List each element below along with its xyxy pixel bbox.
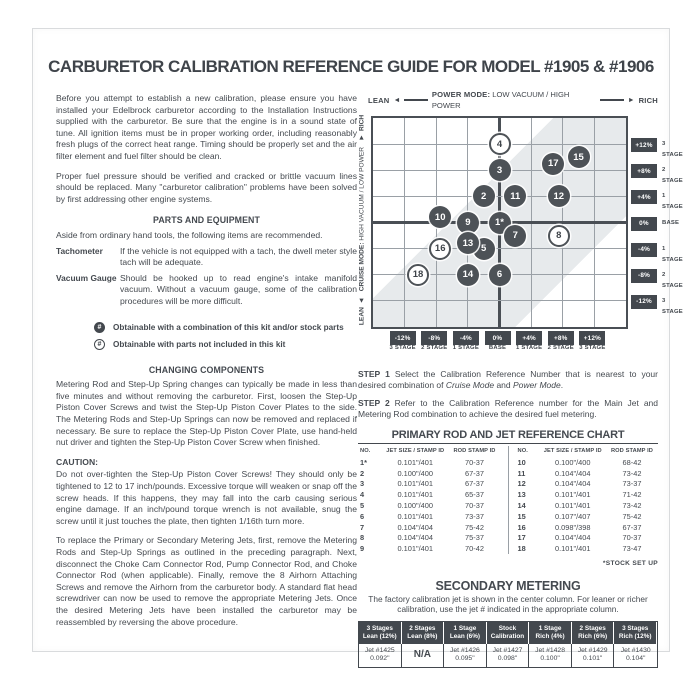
calibration-point: 16 xyxy=(429,238,451,260)
vacuum-gauge-term: Vacuum Gauge xyxy=(56,272,117,283)
table-cell: 67-37 xyxy=(622,522,642,532)
secondary-column-header xyxy=(614,622,657,644)
scale-badge: -12% xyxy=(631,295,657,309)
table-cell: 12 xyxy=(517,479,526,489)
table-cell: 70-37 xyxy=(465,457,484,467)
table-row xyxy=(358,500,501,511)
table-cell: 67-37 xyxy=(465,468,484,478)
stage-label: 1 STAGE xyxy=(662,193,683,211)
table-cell: 6 xyxy=(360,511,365,521)
secondary-column-header xyxy=(402,622,445,644)
calibration-point: 5 xyxy=(473,238,495,260)
table-cell: 0.101"/401 xyxy=(554,490,591,500)
secondary-column-header xyxy=(529,622,572,644)
table-row xyxy=(516,489,659,500)
secondary-value-cell xyxy=(444,644,487,667)
header-line: 3 Stages xyxy=(622,624,649,632)
jet-size: 0.092" xyxy=(370,655,390,663)
calibration-point: 11 xyxy=(504,185,526,207)
header-line: Lean (12%) xyxy=(362,632,397,640)
grid-line-horizontal xyxy=(373,248,626,249)
table-cell: 73-37 xyxy=(465,511,484,521)
parts-intro: Aside from ordinary hand tools, the following items are recommended. xyxy=(56,229,323,240)
table-cell: 0.100"/400 xyxy=(397,468,433,478)
header-line: 2 Stages xyxy=(579,624,606,632)
calibration-grid xyxy=(371,116,628,329)
table-cell: 67-37 xyxy=(465,479,484,489)
header-line: Lean (8%) xyxy=(407,632,438,640)
header-line: Lean (6%) xyxy=(449,632,481,640)
table-cell: 16 xyxy=(517,522,526,532)
scale-badge: +12% xyxy=(579,331,605,345)
table-cell: 4 xyxy=(360,490,365,500)
legend-item-kit-parts xyxy=(94,322,357,334)
secondary-value-cell xyxy=(487,644,530,667)
header-line: 3 Stages xyxy=(366,624,393,632)
table-cell: 73-37 xyxy=(622,479,642,489)
table-cell: 68-42 xyxy=(622,457,642,467)
table-cell: 0.101"/401 xyxy=(397,544,433,554)
table-cell: 10 xyxy=(517,457,526,467)
header-line: Stock xyxy=(498,624,517,632)
axis-rich-label: RICH xyxy=(638,95,658,105)
stage-label: 1 STAGE xyxy=(452,345,479,351)
scale-badge: -4% xyxy=(453,331,479,345)
scale-badge: -8% xyxy=(631,269,657,283)
stage-label: 3 STAGE xyxy=(389,345,416,351)
table-cell: 0.101"/401 xyxy=(397,457,433,467)
stage-label: 1 STAGE xyxy=(662,245,683,263)
table-cell: 75-42 xyxy=(465,522,484,532)
vacuum-gauge-desc: Should be hooked up to read engine's intake manifold vacuum. Without a vacuum gauge, some of the calibration procedures will be more difficult. xyxy=(120,272,357,306)
table-cell: 0.104"/404 xyxy=(554,468,591,478)
table-row xyxy=(516,511,659,522)
secondary-value-cell xyxy=(529,644,572,667)
cruise-mode-axis xyxy=(357,116,368,325)
table-cell: 14 xyxy=(517,500,526,510)
calibration-point: 10 xyxy=(429,206,451,228)
column-header: NO. xyxy=(360,448,371,454)
table-cell: 73-42 xyxy=(622,468,642,478)
left-column xyxy=(56,93,357,636)
calibration-point: 18 xyxy=(407,264,429,286)
axis-title: POWER MODE: LOW VACUUM / HIGH POWER xyxy=(431,90,570,110)
tachometer-desc: If the vehicle is not equipped with a tach, the dwell meter style tach will be adequate. xyxy=(120,245,357,268)
table-row xyxy=(516,478,659,489)
jet-size: 0.101" xyxy=(582,655,603,663)
table-cell: 70-37 xyxy=(622,533,642,543)
secondary-column-header xyxy=(572,622,615,644)
column-header: NO. xyxy=(517,448,528,454)
calibration-point: 14 xyxy=(457,264,479,286)
column-header: ROD STAMP ID xyxy=(453,448,496,454)
header-line: 2 Stages xyxy=(409,624,436,632)
arrow-left-icon: ◄ xyxy=(358,297,366,305)
jet-number: Jet #1428 xyxy=(535,646,565,654)
tachometer-item xyxy=(56,246,357,269)
calibration-chart xyxy=(358,114,683,362)
table-cell: 18 xyxy=(517,544,526,554)
scale-badge: -4% xyxy=(631,243,657,257)
scale-badge: 0% xyxy=(485,331,511,345)
calibration-point: 8 xyxy=(548,225,570,247)
table-cell: 13 xyxy=(517,490,526,500)
axis-lean-label: LEAN xyxy=(358,307,366,326)
secondary-column-header xyxy=(487,622,530,644)
table-cell: 75-42 xyxy=(622,511,642,521)
table-cell: 0.101"/401 xyxy=(554,544,591,554)
jet-size: 0.095" xyxy=(455,655,475,663)
arrow-right-icon: ► xyxy=(627,96,635,104)
table-cell: 2 xyxy=(360,468,365,478)
table-row xyxy=(516,522,659,533)
table-row xyxy=(358,532,501,543)
changing-components-heading: CHANGING COMPONENTS xyxy=(148,364,265,375)
table-row xyxy=(516,457,659,468)
table-header-row xyxy=(516,446,659,457)
table-cell: 5 xyxy=(360,500,365,510)
table-row xyxy=(516,468,659,479)
secondary-metering-heading: SECONDARY METERING xyxy=(435,578,581,593)
table-half xyxy=(509,446,659,554)
scale-badge: +4% xyxy=(516,331,542,345)
axis-line xyxy=(600,99,623,101)
axis-lean-label: LEAN xyxy=(368,95,390,105)
table-row xyxy=(516,532,659,543)
intro-paragraph-2: Proper fuel pressure should be verified and cracked or brittle vacuum lines should be replaced. Many "carburetor calibration" problems have been solved by first addressing other engine systems. xyxy=(56,170,357,204)
grid-line-horizontal xyxy=(373,300,626,301)
jet-size: 0.100" xyxy=(540,655,560,663)
legend-text: Obtainable with parts not included in this kit xyxy=(113,340,286,350)
calibration-point: 3 xyxy=(489,159,511,181)
secondary-metering-table xyxy=(358,621,658,668)
column-header: ROD STAMP ID xyxy=(610,448,654,454)
table-cell: 65-37 xyxy=(465,490,484,500)
secondary-column-header xyxy=(444,622,487,644)
table-cell: 0.100"/400 xyxy=(554,457,591,467)
table-cell: 9 xyxy=(360,544,365,554)
axis-line xyxy=(404,99,427,101)
scale-badge: +4% xyxy=(631,190,657,204)
table-row xyxy=(358,522,501,533)
calibration-point: 1* xyxy=(489,212,511,234)
table-half xyxy=(358,446,509,554)
calibration-point: 17 xyxy=(542,153,564,175)
header-line: Rich (4%) xyxy=(535,632,565,640)
table-cell: 71-42 xyxy=(622,490,642,500)
table-cell: 0.104"/404 xyxy=(397,533,433,543)
table-cell: 73-47 xyxy=(622,544,642,554)
stage-label: 2 STAGE xyxy=(547,345,574,351)
secondary-value-cell xyxy=(614,644,657,667)
table-cell: 8 xyxy=(360,533,365,543)
stage-label: 1 STAGE xyxy=(516,345,543,351)
table-row xyxy=(358,457,501,468)
page-title: CARBURETOR CALIBRATION REFERENCE GUIDE FOR MODEL #1905 & #1906 xyxy=(48,57,654,76)
table-row xyxy=(358,543,501,554)
jet-number: Jet #1425 xyxy=(364,646,395,654)
table-row xyxy=(358,511,501,522)
table-cell: 75-37 xyxy=(465,533,484,543)
stock-setup-footnote: *STOCK SET UP xyxy=(602,559,658,567)
secondary-value-cell xyxy=(359,644,402,667)
table-cell: 0.104"/404 xyxy=(554,533,591,543)
table-cell: 17 xyxy=(517,533,526,543)
scale-badge: +8% xyxy=(631,164,657,178)
primary-rod-jet-table xyxy=(358,446,658,554)
table-cell: 0.101"/401 xyxy=(397,490,433,500)
stage-label: BASE xyxy=(662,219,680,226)
stage-label: 3 STAGE xyxy=(579,345,606,351)
column-header: JET SIZE / STAMP ID xyxy=(386,448,445,454)
kit-legend xyxy=(94,322,357,351)
intro-paragraph-1: Before you attempt to establish a new calibration, please ensure you have installed your Edelbrock carburetor according to the Installation Instructions supplied with the carburetor. Be sure that the engine is in a sound state of tune. All ignition items must be in proper working order, including reasonably fresh plugs of the correct heat range. Timing should be properly set and the air filter element and fuel filter should be clean. xyxy=(56,93,357,161)
secondary-column-header xyxy=(359,622,402,644)
table-cell: 0.101"/401 xyxy=(397,511,433,521)
table-cell: 3 xyxy=(360,479,365,489)
calibration-point: 12 xyxy=(548,185,570,207)
jet-number: Jet #1430 xyxy=(620,646,651,654)
table-row xyxy=(358,478,501,489)
right-column xyxy=(358,89,683,668)
legend-text: Obtainable with a combination of this kit and/or stock parts xyxy=(113,322,344,332)
table-cell: 1* xyxy=(360,457,367,467)
table-row xyxy=(516,500,659,511)
scale-badge: -8% xyxy=(421,331,447,345)
jet-size: 0.098" xyxy=(497,655,518,663)
table-cell: 73-42 xyxy=(622,500,642,510)
changing-paragraph-2: To replace the Primary or Secondary Metering Jets, first, remove the Metering Rods and Step-Up Springs as outlined in the preceding paragraph. Next, disconnect the Choke Cam Connector Rod, Pump Connector Rod, and Choke Connector Rod (when applicable). Finally, remove the 8 Airhorn Attaching Screws and remove the Airhorn from the carburetor body. A standard flat head screwdriver can now be used to remove the appropriate Metering Jets. Once the desired Metering Jets have been installed the carburetor may be reassembled by reversing the above procedure. xyxy=(56,535,357,627)
table-cell: 0.104"/404 xyxy=(397,522,433,532)
secondary-value-cell xyxy=(572,644,615,667)
header-line: Rich (6%) xyxy=(578,632,608,640)
table-header-row xyxy=(358,446,501,457)
calibration-point: 15 xyxy=(568,146,590,168)
parts-heading: PARTS AND EQUIPMENT xyxy=(153,215,260,226)
legend-item-not-included xyxy=(94,339,357,351)
power-mode-axis xyxy=(368,89,658,111)
header-line: 1 Stage xyxy=(453,624,477,632)
table-cell: 70-37 xyxy=(465,500,484,510)
table-cell: 7 xyxy=(360,522,365,532)
calibration-point: 6 xyxy=(489,264,511,286)
table-row xyxy=(516,543,659,554)
header-line: 1 Stage xyxy=(538,624,562,632)
stage-label: BASE xyxy=(488,345,507,351)
jet-number: Jet #1429 xyxy=(577,646,608,654)
jet-number: Jet #1427 xyxy=(492,646,523,654)
calibration-point: 7 xyxy=(504,225,526,247)
stage-label: 2 STAGE xyxy=(662,167,683,185)
stage-label: 3 STAGE xyxy=(662,141,683,159)
scale-badge: -12% xyxy=(390,331,416,345)
table-cell: 0.101"/401 xyxy=(554,500,591,510)
primary-chart-heading: PRIMARY ROD AND JET REFERENCE CHART xyxy=(358,430,658,444)
hash-filled-circle-icon: # xyxy=(94,322,105,333)
calibration-point: 13 xyxy=(457,232,479,254)
jet-size: 0.104" xyxy=(626,655,646,663)
calibration-point: 2 xyxy=(473,185,495,207)
stage-label: 3 STAGE xyxy=(662,297,683,315)
header-line: Calibration xyxy=(490,632,525,640)
table-cell: 70-42 xyxy=(465,544,484,554)
vacuum-gauge-item xyxy=(56,273,357,308)
arrow-right-icon: ► xyxy=(358,134,366,141)
stage-label: 2 STAGE xyxy=(662,271,683,289)
scale-badge: 0% xyxy=(631,217,657,231)
arrow-left-icon: ◄ xyxy=(393,96,401,104)
table-cell: 0.098"/398 xyxy=(554,522,591,532)
header-line: Rich (12%) xyxy=(618,632,652,640)
table-row xyxy=(358,468,501,479)
table-cell: 0.100"/400 xyxy=(397,500,433,510)
stage-label: 2 STAGE xyxy=(421,345,448,351)
step-2: STEP 2 Refer to the Calibration Reference number for the Main Jet and Metering Rod combination to achieve the desired fuel metering. xyxy=(358,398,658,419)
changing-paragraph-1: Metering Rod and Step-Up Spring changes can typically be made in less than five minutes and without removing the carburetor. First, loosen the Step-Up Piston Cover Screws and twist the Step-Up Piston Cover Plates to the side. The Metering Rods and Step-Up Springs can now be removed and replaced if necessary. Be sure to replace the Step-Up Piston Cover Plate, use hand-held nut driver and tighten the Step-Up Piston Cover Screw when finished. xyxy=(56,379,357,448)
calibration-point: 4 xyxy=(489,133,511,155)
secondary-intro: The factory calibration jet is shown in the center column. For leaner or richer calibration, use the jet # indicated in the appropriate column. xyxy=(368,593,648,615)
table-cell: 0.101"/401 xyxy=(397,479,433,489)
secondary-value-cell: N/A xyxy=(402,644,445,667)
table-cell: 0.107"/407 xyxy=(554,511,591,521)
step-1: STEP 1 Select the Calibration Reference Number that is nearest to your desired combination of Cruise Mode and Power Mode. xyxy=(358,369,658,390)
calibration-point: 9 xyxy=(457,212,479,234)
axis-title: CRUISE MODE: HIGH VACUUM / LOW POWER xyxy=(358,146,366,292)
tachometer-term: Tachometer xyxy=(56,245,103,256)
scale-badge: +12% xyxy=(631,138,657,152)
caution-label: CAUTION: xyxy=(56,456,99,467)
table-cell: 15 xyxy=(517,511,526,521)
table-cell: 0.104"/404 xyxy=(554,479,591,489)
document-sheet xyxy=(32,28,683,663)
table-cell: 11 xyxy=(517,468,526,478)
table-row xyxy=(358,489,501,500)
jet-number: Jet #1426 xyxy=(449,646,480,654)
grid-line-horizontal xyxy=(373,196,626,197)
axis-rich-label: RICH xyxy=(358,114,366,132)
column-header: JET SIZE / STAMP ID xyxy=(543,448,602,454)
caution-paragraph: Do not over-tighten the Step-Up Piston Cover Screws! They should only be tightened to 12 to 17 inch/pounds. Excessive torque will weaken or snap off the screw heads. If this happens, they may fall into the carb causing serious engine damage. If an inch/pound torque wrench is not available, snug the screw until it just touches the plate, then tighten 1/16th turn more. xyxy=(56,469,357,526)
scale-badge: +8% xyxy=(548,331,574,345)
hash-open-circle-icon: # xyxy=(94,339,105,350)
